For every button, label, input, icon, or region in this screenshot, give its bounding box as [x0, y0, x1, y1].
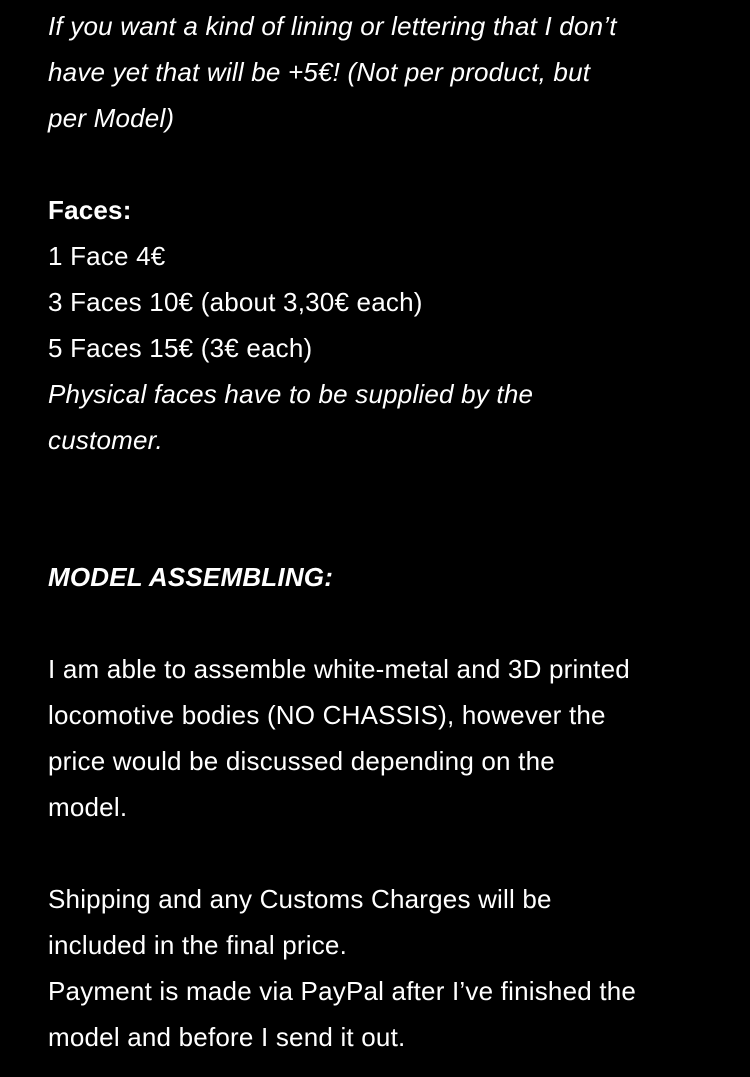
assembling-section: [48, 554, 718, 830]
shipping-line: included in the final price.: [48, 930, 348, 960]
spacer: [48, 141, 718, 187]
assembling-line: locomotive bodies (NO CHASSIS), however the: [48, 700, 606, 730]
text-body: [48, 3, 718, 1060]
faces-price-item: 1 Face 4€: [48, 241, 166, 271]
shipping-section: [48, 876, 718, 1060]
spacer: [48, 509, 718, 554]
intro-note-line: If you want a kind of lining or lettering that I don’t: [48, 11, 617, 41]
assembling-heading: MODEL ASSEMBLING:: [48, 562, 334, 592]
shipping-line: Shipping and any Customs Charges will be: [48, 884, 552, 914]
faces-heading: Faces:: [48, 195, 132, 225]
faces-note-line: customer.: [48, 425, 163, 455]
faces-note-line: Physical faces have to be supplied by the: [48, 379, 534, 409]
payment-line: Payment is made via PayPal after I’ve finished the: [48, 976, 637, 1006]
intro-note-line: have yet that will be +5€! (Not per product, but: [48, 57, 591, 87]
spacer: [48, 600, 718, 646]
faces-section: [48, 187, 718, 463]
assembling-line: I am able to assemble white-metal and 3D printed: [48, 654, 630, 684]
intro-note: [48, 3, 718, 141]
spacer: [48, 830, 718, 876]
assembling-line: price would be discussed depending on the: [48, 746, 555, 776]
faces-price-item: 3 Faces 10€ (about 3,30€ each): [48, 287, 423, 317]
intro-note-line: per Model): [48, 103, 175, 133]
assembling-line: model.: [48, 792, 128, 822]
spacer: [48, 463, 718, 509]
payment-line: model and before I send it out.: [48, 1022, 406, 1052]
faces-price-item: 5 Faces 15€ (3€ each): [48, 333, 313, 363]
